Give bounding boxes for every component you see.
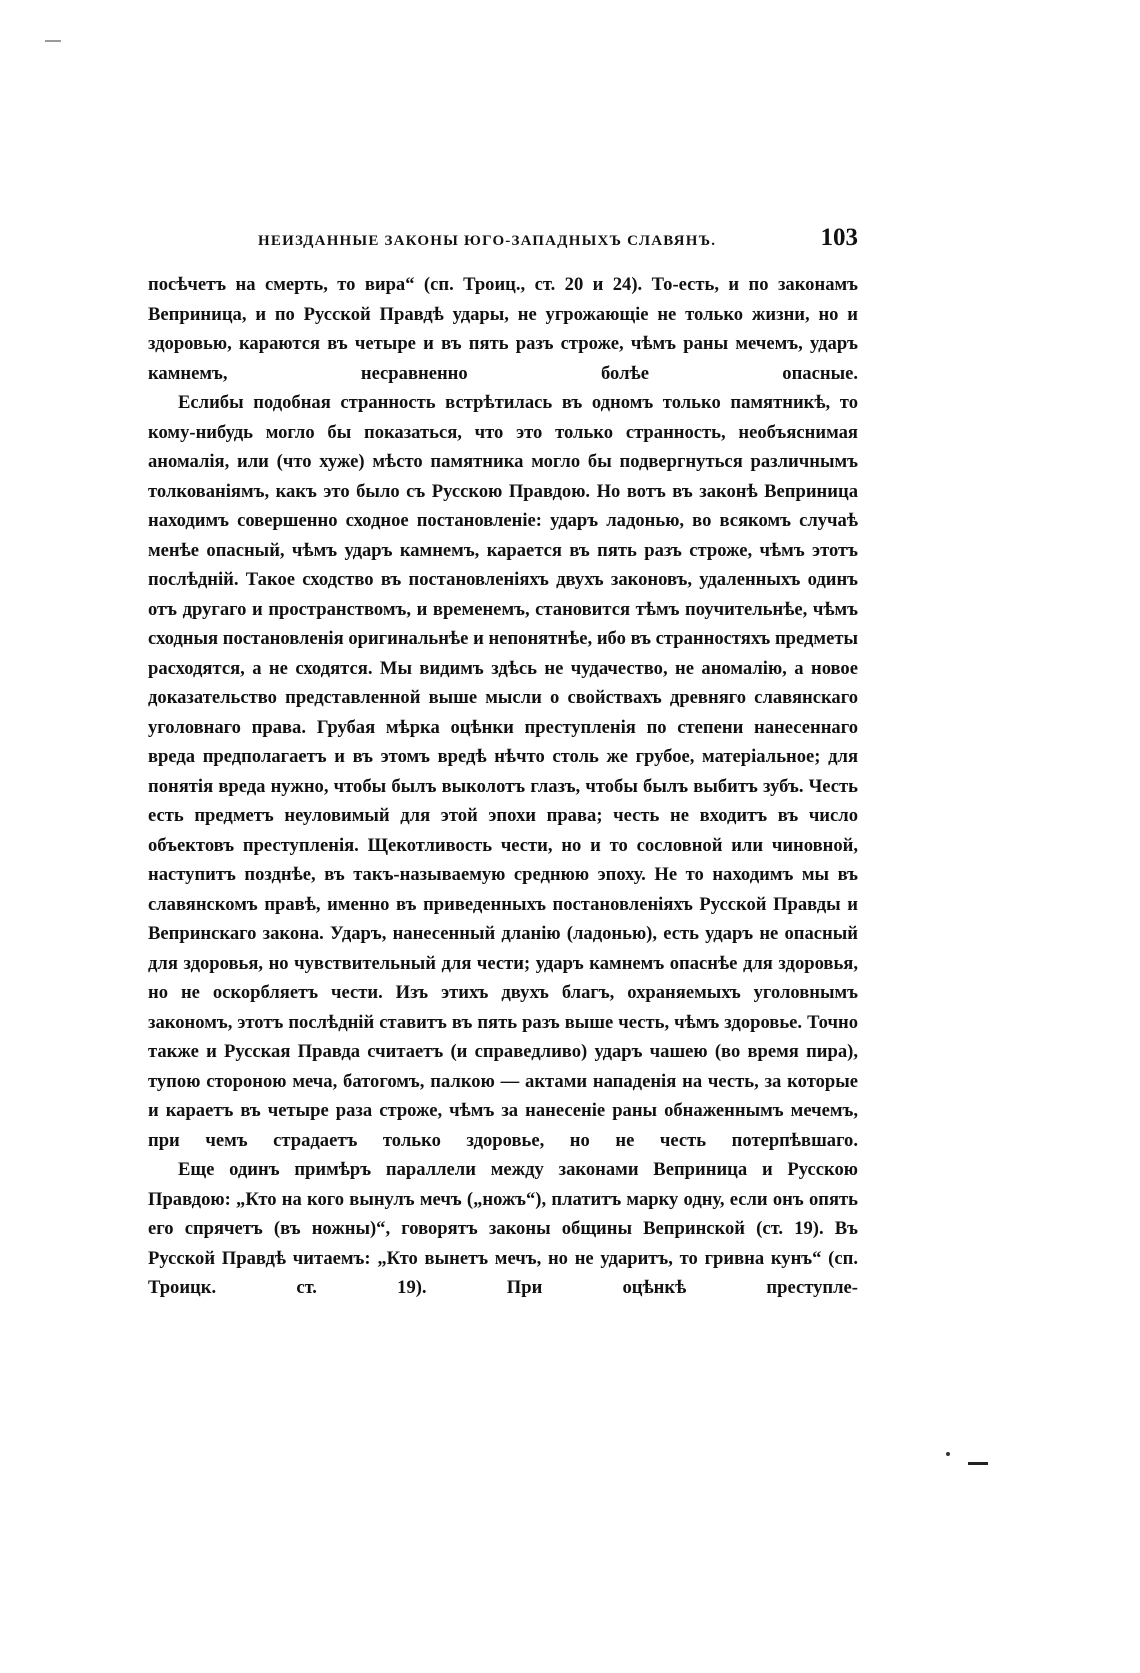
paragraph-main: Еслибы подобная странность встрѣтилась въ одномъ только памятникѣ, то кому-нибудь могло бы показаться, что это только странность, необъяснимая аномалія, или (что хуже) мѣсто памятника могло бы подвергнуться различнымъ толкованіямъ, какъ это было съ Русскою Правдою. Но вотъ въ законѣ Веприница находимъ совершенно сходное постановленіе: ударъ ладонью, во всякомъ случаѣ менѣе опасный, чѣмъ ударъ камнемъ, карается въ пять разъ строже, чѣмъ этотъ послѣдній. Такое сходство въ постановленіяхъ двухъ законовъ, удаленныхъ одинъ отъ другаго и пространствомъ, и временемъ, становится тѣмъ поучительнѣе, чѣмъ сходныя постановленія оригинальнѣе и непонятнѣе, ибо въ странностяхъ предметы расходятся, а не сходятся. Мы видимъ здѣсь не чудачество, не аномалію, а новое доказательство представленной выше мысли о свойствахъ древняго славянскаго уголовнаго права. Грубая мѣрка оцѣнки преступленія по степени нанесеннаго вреда предполагаетъ и въ этомъ вредѣ нѣчто столь же грубое, матеріальное; для понятія вреда нужно, чтобы былъ выколотъ глазъ, чтобы былъ выбитъ зубъ. Честь есть предметъ неуловимый для этой эпохи права; честь не входитъ въ число объектовъ преступленія. Щекотливость чести, но и то сословной или чиновной, наступитъ позднѣе, въ такъ-называемую среднюю эпоху. Не то находимъ мы въ славянскомъ правѣ, именно въ приведенныхъ постановленіяхъ Русской Правды и Вепринскаго закона. Ударъ, нанесенный дланію (ладонью), есть ударъ не опасный для здоровья, но чувствительный для чести; ударъ камнемъ опаснѣе для здоровья, но не оскорбляетъ чести. Изъ этихъ двухъ благъ, охраняемыхъ уголовнымъ закономъ, этотъ послѣдній ставитъ въ пять разъ выше честь, чѣмъ здоровье. Точно также и Русская Правда считаетъ (и справедливо) ударъ чашею (во время пира), тупою стороною меча, батогомъ, палкою — актами нападенія на честь, за которые и караетъ въ четыре раза строже, чѣмъ за нанесеніе раны обнаженнымъ мечемъ, при чемъ страдаетъ только здоровье, но не честь потерпѣвшаго. (148, 392, 858, 1151)
book-page (148, 224, 858, 1303)
scan-edge-mark (45, 40, 61, 42)
paragraph-continuation: посѣчетъ на смерть, то вира“ (сп. Троиц., ст. 20 и 24). То-есть, и по законамъ Веприница, и по Русской Правдѣ удары, не угрожающіе не только жизни, но и здоровью, караются въ четыре и въ пять разъ строже, чѣмъ раны мечемъ, ударъ камнемъ, несравненно болѣе опасные. (148, 274, 858, 384)
paragraph-final: Еще одинъ примѣръ параллели между законами Веприница и Русскою Правдою: „Кто на кого вынулъ мечъ („ножъ“), платитъ марку одну, если онъ опять его спрячетъ (въ ножны)“, говорятъ законы общины Вепринской (ст. 19). Въ Русской Правдѣ читаемъ: „Кто вынетъ мечъ, но не ударитъ, то гривна кунъ“ (сп. Троицк. ст. 19). При оцѣнкѣ преступле- (148, 1159, 858, 1298)
running-head (148, 224, 858, 258)
scan-dot-mark (946, 1452, 950, 1456)
running-title: НЕИЗДАННЫЕ ЗАКОНЫ ЮГО-ЗАПАДНЫХЪ СЛАВЯНЪ. (258, 233, 717, 249)
scan-dash-mark (968, 1462, 988, 1465)
page-number: 103 (820, 224, 858, 251)
